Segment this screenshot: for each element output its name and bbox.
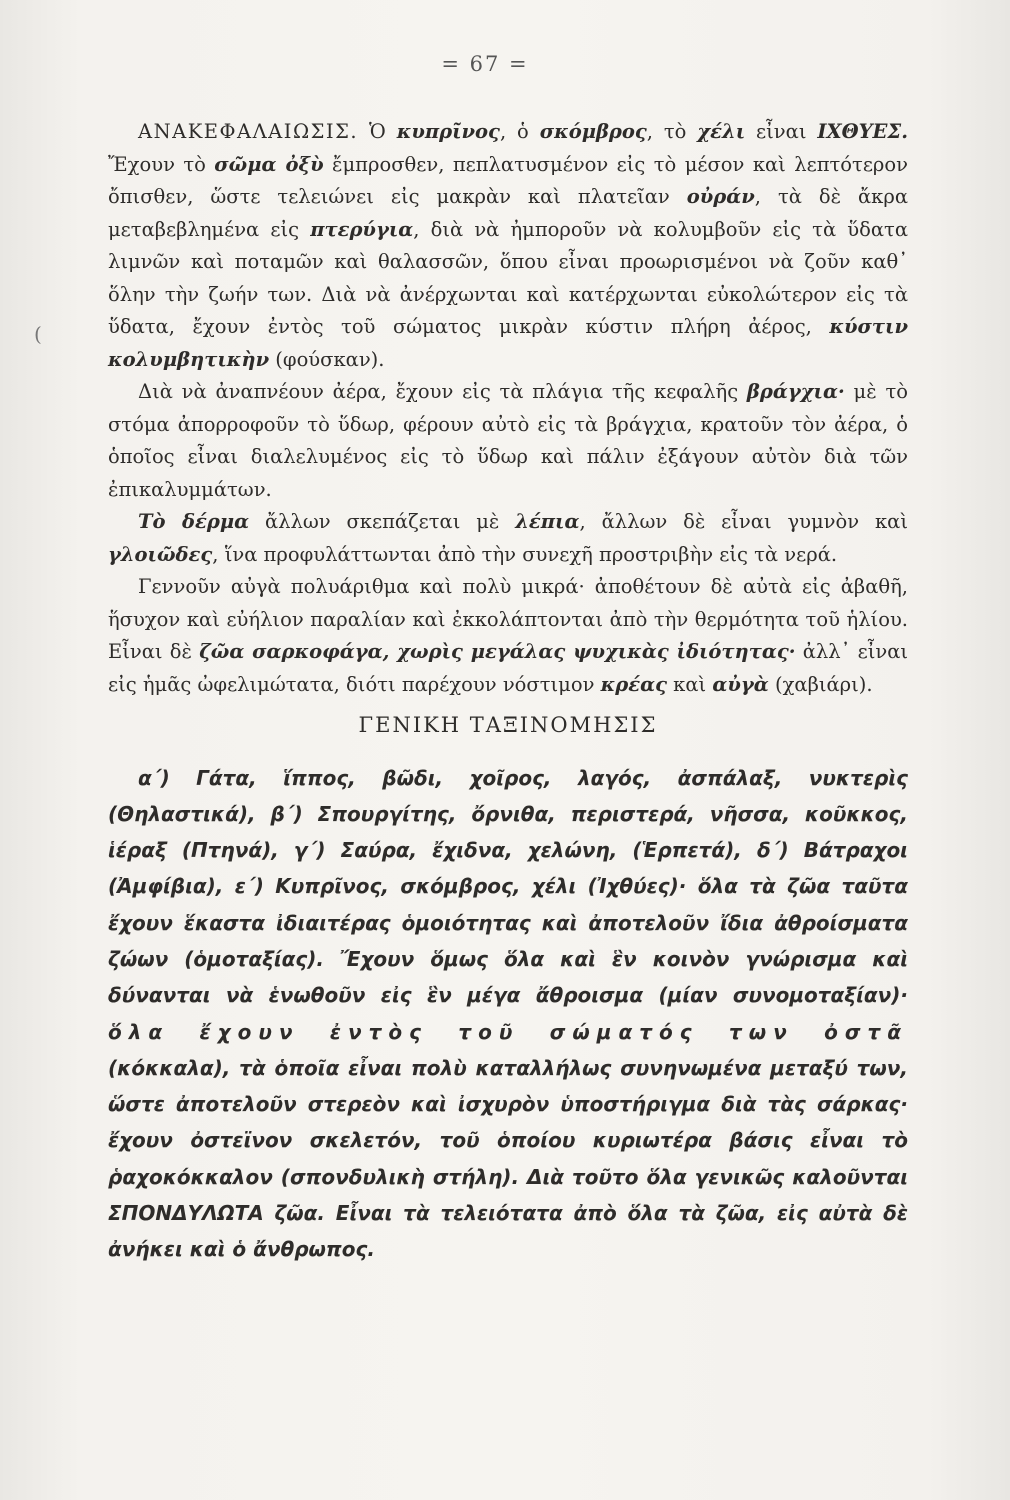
class-reptiles: γ΄) Σαύρα, ἔχιδνα, χελώνη, (Ἑρπετά), [293, 838, 757, 863]
bold-term: ΙΧΘΥΕΣ. [817, 120, 908, 143]
bold-term: χέλι [697, 120, 746, 143]
body-text [108, 116, 908, 1268]
margin-mark: ( [34, 322, 42, 346]
bold-term: γλοιῶδες [108, 542, 213, 566]
text-run: ἄλλων σκεπάζεται μὲ [249, 510, 516, 533]
class-amphibians: δ΄) Βάτραχοι (Ἀμφίβια), [108, 838, 908, 899]
text-run: , τὸ [646, 120, 698, 143]
text-run: μὲ τὸ στόμα ἀπορροφοῦν τὸ ὕδωρ, φέρουν αὐτὸ εἰς τὰ βράγχια, κρατοῦν τὸν ἀέρα, ὁ ὁποῖος εἶναι διαλελυμένος εἰς τὸ ὕδωρ καὶ πάλιν ἐξάγουν αὐτὸν διὰ τῶν ἐπικαλυμμάτων. [108, 380, 908, 501]
bold-term: αὐγὰ [712, 672, 769, 696]
paragraph-gills [108, 376, 908, 506]
page-number: = 67 = [441, 52, 529, 76]
text-run: , ἄλλων δὲ εἶναι γυμνὸν καὶ [579, 510, 908, 533]
bold-term: Τὸ δέρμα [138, 510, 250, 533]
section-heading: ΓΕΝΙΚΗ ΤΑΞΙΝΟΜΗΣΙΣ [358, 713, 658, 737]
text-run: καὶ [666, 672, 713, 696]
bold-term: κυπρῖνος [396, 120, 500, 143]
text-run: ὅλα τὰ ζῶα ταῦτα ἔχουν ἕκαστα ἰδιαιτέρας ὁμοιότητας καὶ ἀποτελοῦν ἴδια ἀθροίσματα ζώων (ὁμοταξίας). Ἔχουν ὅμως ὅλα καὶ ἓν κοινὸν γνώρισμα καὶ δύνανται νὰ ἑνωθοῦν εἰς ἓν μέγα ἄθροισμα (μίαν συνομοταξίαν)· [108, 874, 908, 1008]
bold-term: λέπια [515, 510, 580, 533]
class-mammals: α΄) Γάτα, ἵππος, βῶδι, χοῖρος, λαγός, ἀσπάλαξ, νυκτερὶς (Θηλαστικά), [108, 765, 908, 826]
text-run: Διὰ νὰ ἀναπνέουν ἀέρα, ἔχουν εἰς τὰ πλάγια τῆς κεφαλῆς [138, 380, 747, 403]
bold-term: σῶμα ὀξὺ [214, 152, 324, 176]
text-run: (φούσκαν). [269, 347, 385, 371]
bold-term: κρέας [600, 672, 667, 696]
text-run: Γεννοῦν αὐγὰ πολυάριθμα καὶ πολὺ μικρά· ἀποθέτουν δὲ αὐτὰ εἰς ἀβαθῆ, ἥσυχον καὶ εὐήλιον παραλίαν καὶ ἐκκολάπτονται ἀπὸ τὴν θερμότητα τοῦ ἡλίου. Εἶναι δὲ [108, 575, 908, 663]
paragraph-classification [108, 760, 908, 1268]
text-run: εἶναι [745, 120, 818, 143]
bold-term: ζῶα σαρκοφάγα, χωρὶς μεγάλας ψυχικὰς ἰδιότητας· [199, 640, 796, 663]
text-run: ἔμπροσθεν, πεπλατυσμένον εἰς τὸ μέσον καὶ λεπτότερον ὄπισθεν, ὥστε τελειώνει εἰς μακρὰν καὶ πλατεῖαν [108, 152, 908, 208]
text-run: , ὁ [499, 120, 540, 143]
paragraph-skin [108, 506, 908, 571]
text-run: (χαβιάρι). [768, 672, 873, 696]
text-run: Ὁ [358, 120, 397, 143]
text-run: , διὰ νὰ ἠμποροῦν νὰ κολυμβοῦν εἰς τὰ ὕδατα λιμνῶν καὶ ποταμῶν καὶ θαλασσῶν, ὅπου εἶναι προωρισμένοι νὰ ζοῦν καθ᾽ ὅλην τὴν ζωήν των. Διὰ νὰ ἀνέρχωνται καὶ κατέρχωνται εὐκολώτερον εἰς τὰ ὕδατα, ἔχουν ἐντὸς τοῦ σώματος μικρὰν κύστιν πλήρη ἀέρος, [108, 217, 908, 338]
bold-term: σκόμβρος [539, 120, 647, 143]
paragraph-fish-summary [108, 116, 908, 376]
text-run: Ἔχουν τὸ [108, 152, 215, 176]
bold-term: κύστιν κολυμβητικὴν [108, 315, 908, 371]
paragraph-eggs [108, 571, 908, 701]
class-fish: ε΄) Κυπρῖνος, σκόμβρος, χέλι (Ἰχθύες)· [234, 874, 698, 899]
bold-term: πτερύγια [310, 217, 414, 241]
bold-term: βράγχια· [746, 380, 845, 403]
text-run: (κόκκαλα), τὰ ὁποῖα εἶναι πολὺ καταλλήλως συνηνωμένα μεταξύ των, ὥστε ἀποτελοῦν στερεὸν καὶ ἰσχυρὸν ὑποστήριγμα διὰ τὰς σάρκας· ἔχουν ὀστεϊνον σκελετόν, τοῦ ὁποίου κυριωτέρα βάσις εἶναι τὸ ῥαχοκόκκαλον (σπονδυλικὴ στήλη). Διὰ τοῦτο ὅλα γενικῶς καλοῦνται ΣΠΟΝΔΥΛΩΤΑ ζῶα. Εἶναι τὰ τελειότατα ἀπὸ ὅλα τὰ ζῶα, εἰς αὐτὰ δὲ ἀνήκει καὶ ὁ ἄνθρωπος. [108, 1055, 908, 1262]
bold-term: οὐράν [686, 185, 755, 208]
text-run: , τὰ δὲ ἄκρα μεταβεβλημένα εἰς [108, 185, 908, 241]
summary-label: ΑΝΑΚΕΦΑΛΑΙΩΣΙΣ. [138, 120, 359, 143]
text-run: , ἵνα προφυλάττωνται ἀπὸ τὴν συνεχῆ προστριβὴν εἰς τὰ νερά. [212, 542, 838, 566]
class-birds: β΄) Σπουργίτης, ὄρνιθα, περιστερά, νῆσσα, κοῦκκος, ἱέραξ (Πτηνά), [108, 801, 908, 863]
text-run: ἀλλ᾽ εἶναι εἰς ἡμᾶς ὠφελιμώτατα, διότι παρέχουν νόστιμον [108, 640, 909, 696]
spaced-text: ὅλα ἔχουν ἐντὸς τοῦ σώματός των ὀστᾶ [108, 1019, 908, 1044]
